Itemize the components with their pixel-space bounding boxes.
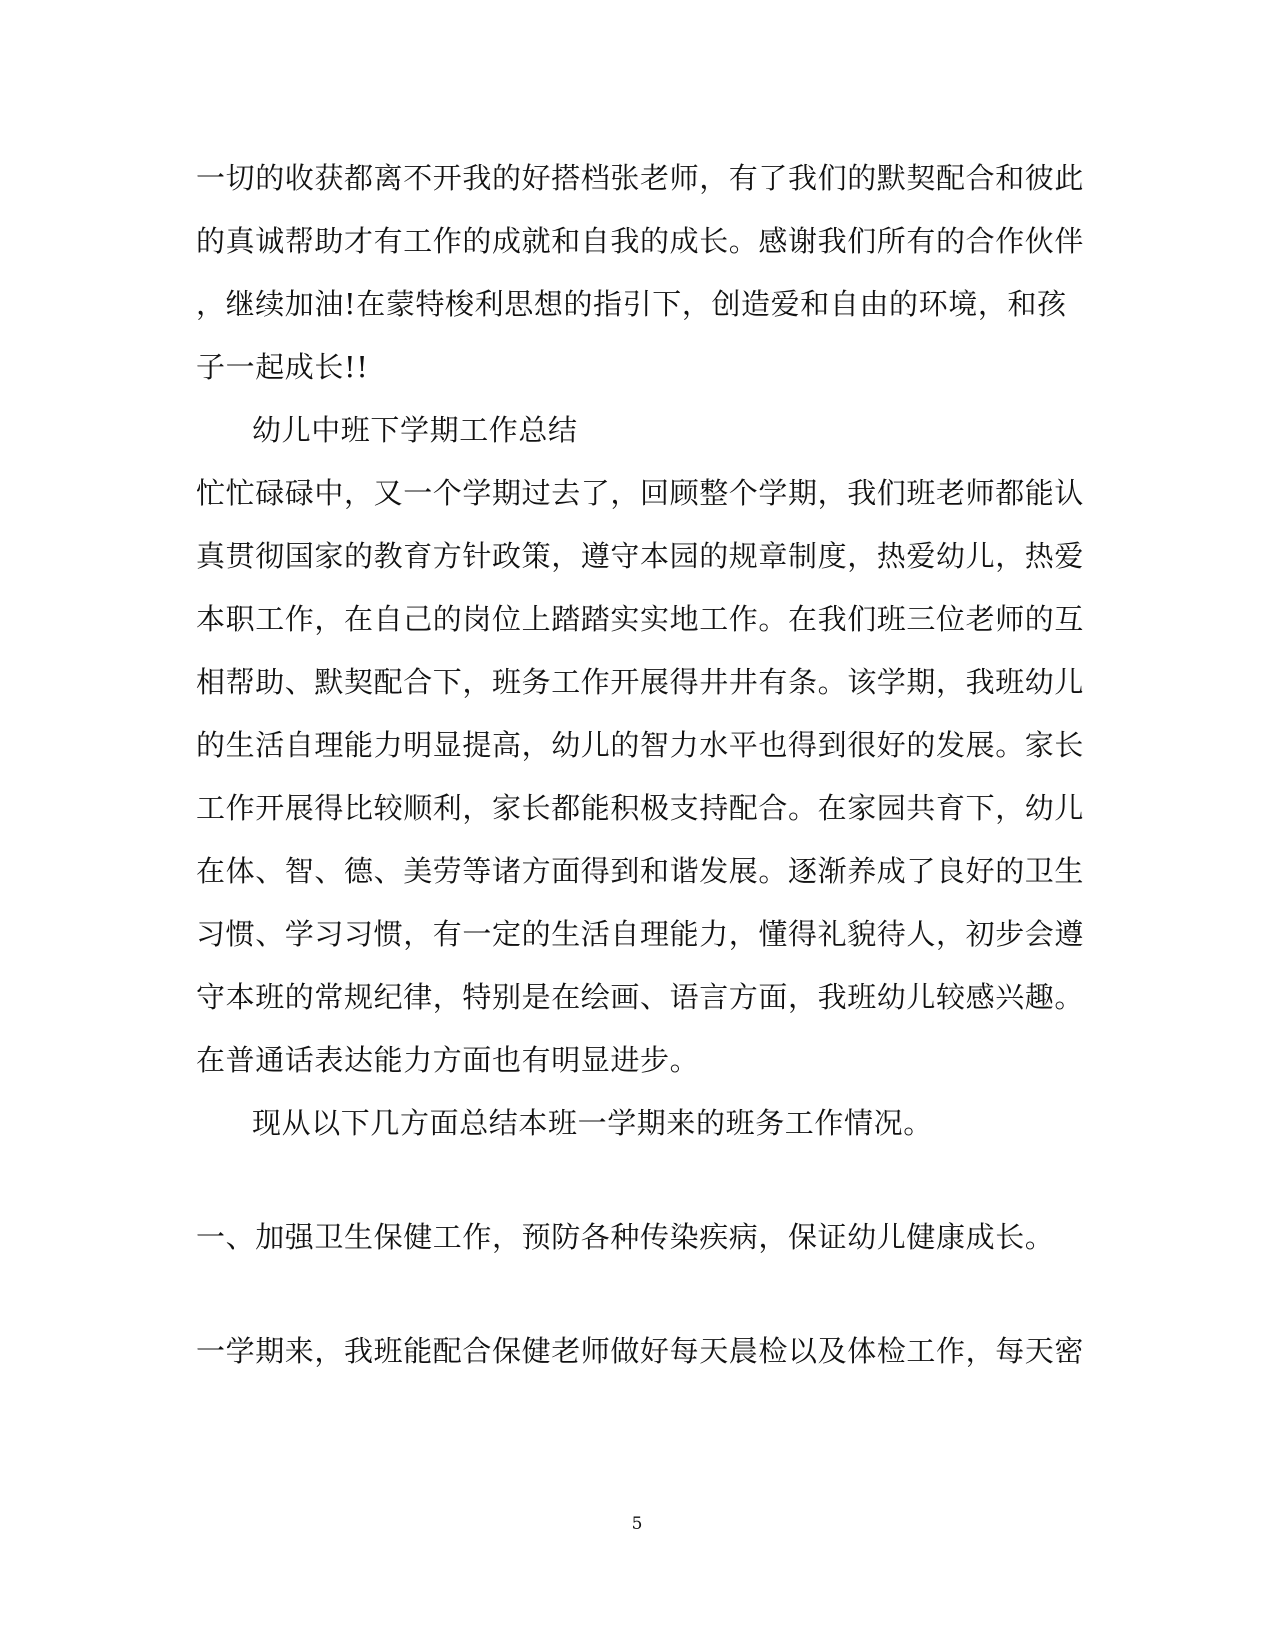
text-line: 真贯彻国家的教育方针政策，遵守本园的规章制度，热爱幼儿，热爱: [196, 539, 1085, 573]
text-line: ，继续加油!在蒙特梭利思想的指引下，创造爱和自由的环境，和孩: [196, 287, 1067, 321]
text-line: 的真诚帮助才有工作的成就和自我的成长。感谢我们所有的合作伙伴: [196, 224, 1085, 258]
text-line: 一切的收获都离不开我的好搭档张老师，有了我们的默契配合和彼此: [196, 161, 1085, 195]
text-line: 习惯、学习习惯，有一定的生活自理能力，懂得礼貌待人，初步会遵: [196, 917, 1085, 951]
page-number: 5: [631, 1514, 643, 1534]
text-line: 工作开展得比较顺利，家长都能积极支持配合。在家园共育下，幼儿: [196, 791, 1085, 825]
text-line: 在体、智、德、美劳等诸方面得到和谐发展。逐渐养成了良好的卫生: [196, 854, 1085, 888]
section-title: 幼儿中班下学期工作总结: [252, 413, 578, 447]
text-line: 一学期来，我班能配合保健老师做好每天晨检以及体检工作，每天密: [196, 1334, 1085, 1368]
text-line: 相帮助、默契配合下，班务工作开展得井井有条。该学期，我班幼儿: [196, 665, 1085, 699]
text-line: 子一起成长!!: [196, 350, 369, 384]
text-line: 忙忙碌碌中，又一个学期过去了，回顾整个学期，我们班老师都能认: [196, 476, 1085, 510]
text-line: 现从以下几方面总结本班一学期来的班务工作情况。: [252, 1106, 933, 1140]
text-line: 在普通话表达能力方面也有明显进步。: [196, 1043, 700, 1077]
section-heading: 一、加强卫生保健工作，预防各种传染疾病，保证幼儿健康成长。: [196, 1220, 1055, 1254]
text-line: 守本班的常规纪律，特别是在绘画、语言方面，我班幼儿较感兴趣。: [196, 980, 1085, 1014]
text-line: 的生活自理能力明显提高，幼儿的智力水平也得到很好的发展。家长: [196, 728, 1085, 762]
text-line: 本职工作，在自己的岗位上踏踏实实地工作。在我们班三位老师的互: [196, 602, 1085, 636]
